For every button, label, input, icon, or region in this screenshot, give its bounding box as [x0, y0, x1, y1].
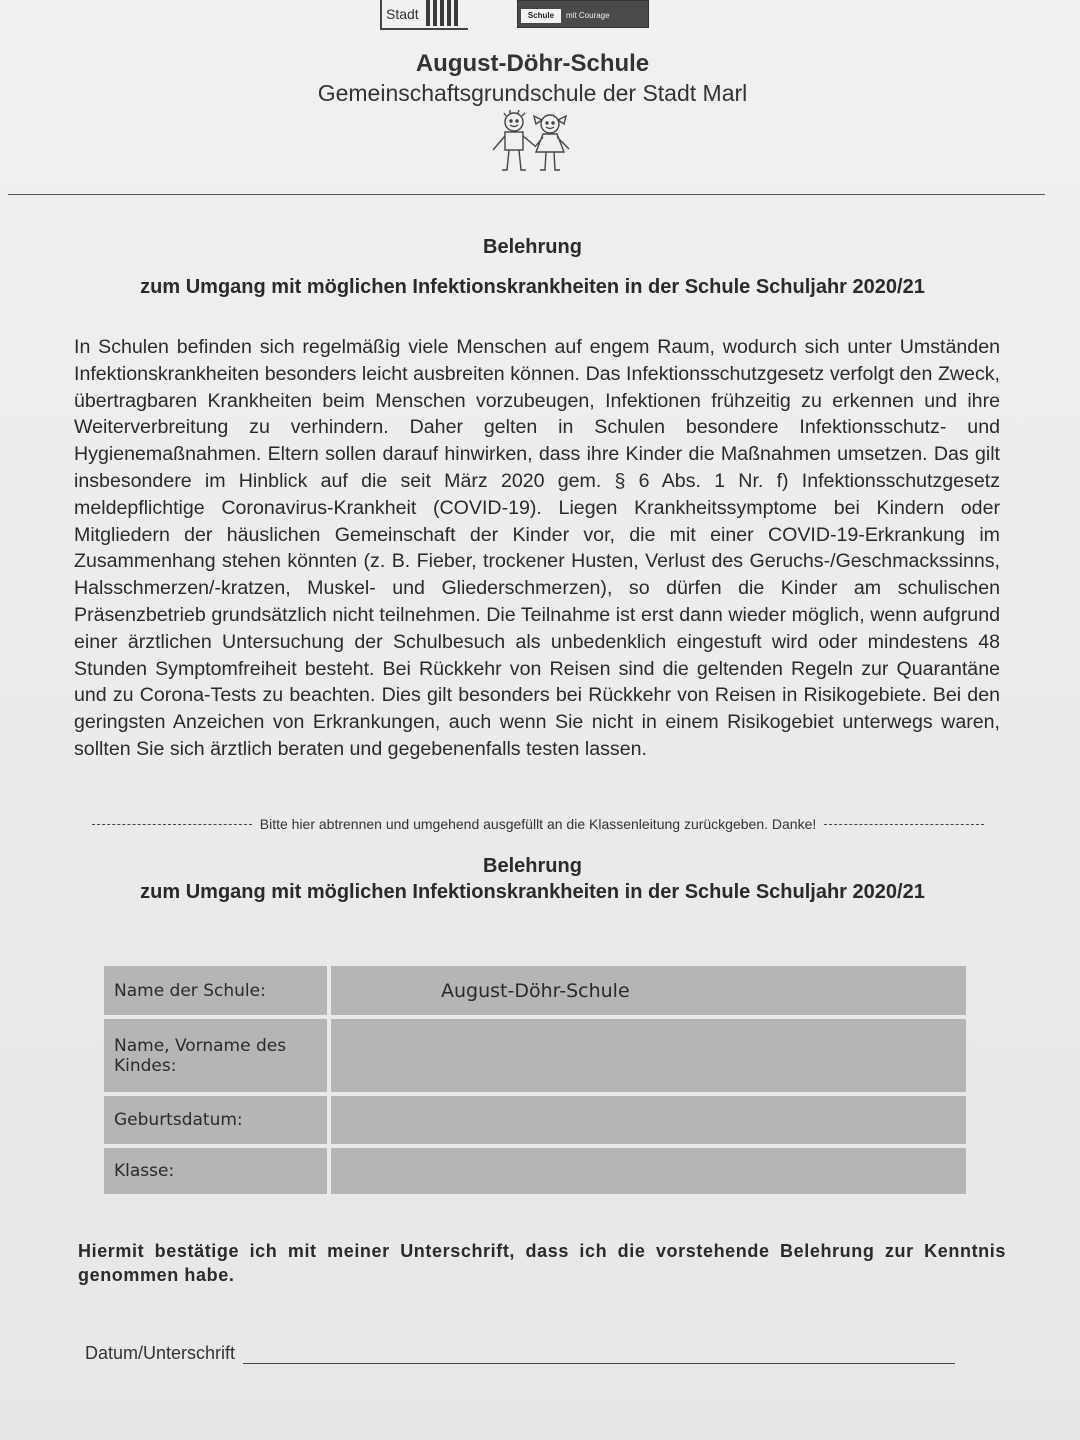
confirmation-statement: Hiermit bestätige ich mit meiner Unterschrift, dass ich die vorstehende Belehrung zur Kenntnis genommen habe.: [78, 1241, 1006, 1285]
cut-line: [92, 816, 984, 832]
form-row-class: [102, 1146, 968, 1196]
notice-subtitle: zum Umgang mit möglichen Infektionskrankheiten in der Schule Schuljahr 2020/21: [140, 276, 925, 298]
header-divider: [8, 194, 1045, 195]
cut-line-dash-right: [824, 824, 984, 825]
city-logo-bars: [426, 0, 458, 26]
child-name-label: Name, Vorname des Kindes:: [102, 1017, 329, 1094]
school-name-field[interactable]: August-Döhr-Schule: [329, 964, 968, 1017]
slip-subtitle: zum Umgang mit möglichen Infektionskrankheiten in der Schule Schuljahr 2020/21: [140, 881, 925, 903]
city-logo: [380, 0, 468, 30]
class-label: Klasse:: [102, 1146, 329, 1196]
school-name: August-Döhr-Schule: [415, 50, 650, 77]
city-logo-text: Stadt: [386, 6, 419, 22]
birthdate-label: Geburtsdatum:: [102, 1094, 329, 1146]
birthdate-field[interactable]: [329, 1094, 968, 1146]
form-row-school: [102, 964, 968, 1017]
slip-title: Belehrung: [483, 855, 582, 877]
courage-logo: [517, 0, 649, 28]
signature-row: [85, 1343, 955, 1364]
class-field[interactable]: [329, 1146, 968, 1196]
child-name-field[interactable]: [329, 1017, 968, 1094]
school-name-label: Name der Schule:: [102, 964, 329, 1017]
courage-logo-text-b: mit Courage: [566, 11, 610, 20]
school-subtitle: Gemeinschaftsgrundschule der Stadt Marl: [317, 80, 748, 106]
notice-title: Belehrung: [483, 236, 582, 258]
courage-logo-text-a: Schule: [521, 9, 561, 23]
form-row-birthdate: [102, 1094, 968, 1146]
signature-line[interactable]: [243, 1345, 955, 1364]
cut-line-dash-left: [92, 824, 252, 825]
signature-label: Datum/Unterschrift: [85, 1343, 236, 1363]
children-illustration: [488, 110, 578, 174]
form-row-child-name: [102, 1017, 968, 1094]
student-info-form: [100, 962, 970, 1198]
notice-body: In Schulen befinden sich regelmäßig viele Menschen auf engem Raum, wodurch sich unter Umständen Infektionskrankheiten besonders leicht ausbreiten können. Das Infektionsschutzgesetz verfolgt den Zweck, übertragbaren Krankheiten beim Menschen vorzubeugen, Infektionen frühzeitig zu erkennen und ihre Weiterverbreitung zu verhindern. Daher gelten in Schulen besondere Infektionsschutz- und Hygienemaßnahmen. Eltern sollen darauf hinwirken, dass ihre Kinder die Maßnahmen umsetzen. Das gilt insbesondere im Hinblick auf die seit März 2020 gem. § 6 Abs. 1 Nr. f) Infektionsschutzgesetz meldepflichtige Coronavirus-Krankheit (COVID-19). Liegen Krankheitssymptome bei Kindern oder Mitgliedern der häuslichen Gemeinschaft der Kinder vor, die mit einer COVID-19-Erkrankung im Zusammenhang stehen könnten (z. B. Fieber, trockener Husten, Verlust des Geruchs-/Geschmackssinns, Halsschmerzen/-kratzen, Muskel- und Gliederschmerzen), so dürfen die Kinder am schulischen Präsenzbetrieb grundsätzlich nicht teilnehmen. Die Teilnahme ist erst dann wieder möglich, wenn aufgrund einer ärztlichen Untersuchung der Schulbesuch als unbedenklich eingestuft wird oder mindestens 48 Stunden Symptomfreiheit besteht. Bei Rückkehr von Reisen sind die geltenden Regeln zur Quarantäne und zu Corona-Tests zu beachten. Dies gilt besonders bei Rückkehr von Reisen in Risikogebiete. Bei den geringsten Anzeichen von Erkrankungen, auch wenn Sie nicht in einem Risikogebiet unterwegs waren, sollten Sie sich ärztlich beraten und gegebenenfalls testen lassen.: [74, 336, 1000, 760]
cut-line-text: Bitte hier abtrennen und umgehend ausgefüllt an die Klassenleitung zurückgeben. Danke!: [259, 816, 817, 832]
